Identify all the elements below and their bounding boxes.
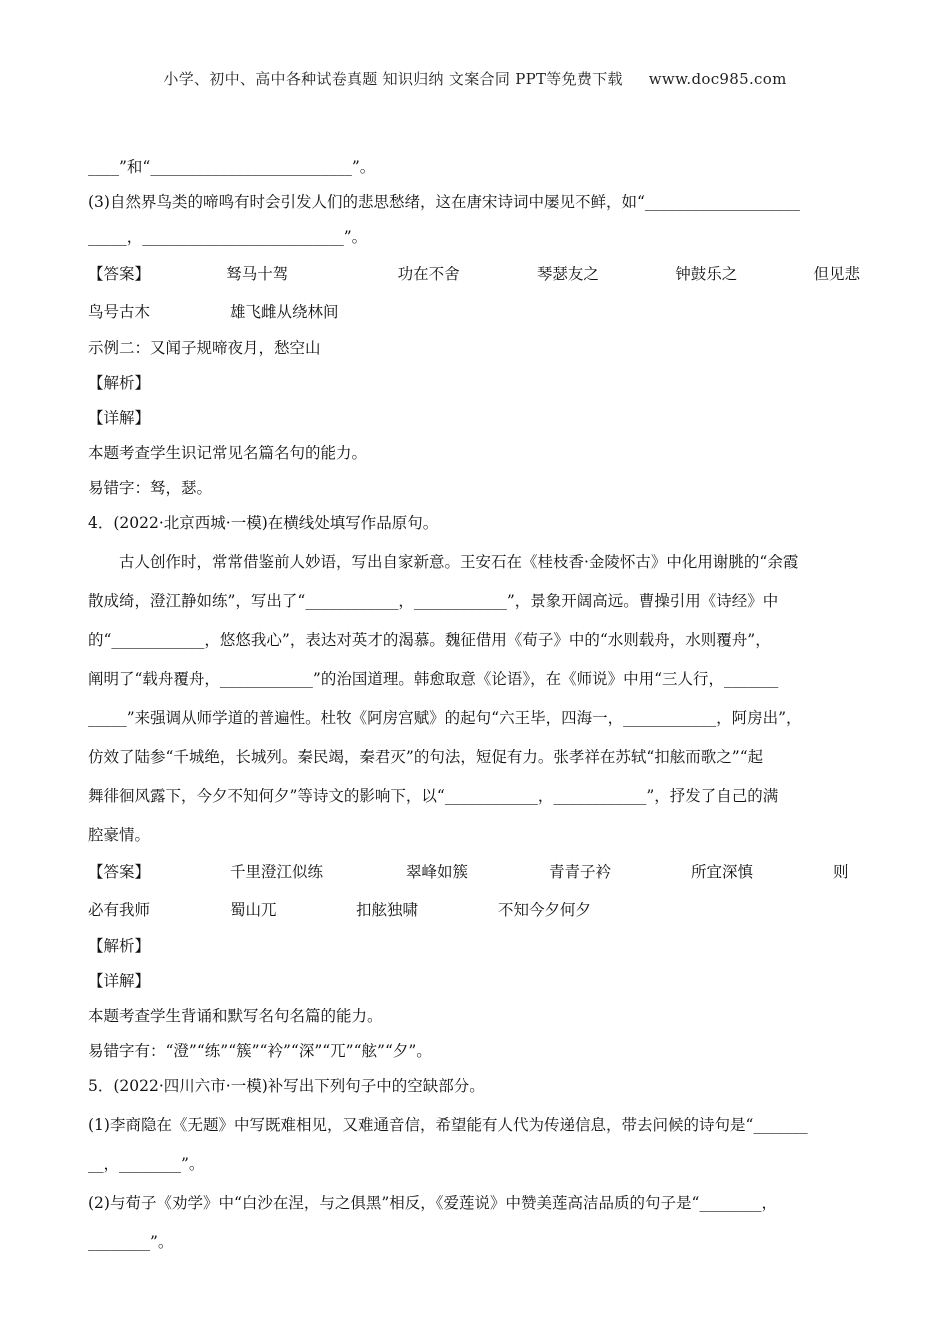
q4-paragraph-line: 阐明了“载舟覆舟，____________”的治国道理。韩愈取意《论语》，在《师说》中用“三人行，_______ — [88, 670, 779, 688]
q5-sentence-1b: __，________”。 — [88, 1155, 205, 1173]
q4-paragraph-line: _____”来强调从师学道的普遍性。杜牧《阿房宫赋》的起句“六王毕，四海一，____________，阿房出”， — [88, 709, 802, 727]
answer-item: 鸟号古木 — [88, 303, 151, 321]
q5-sentence-2b: ________”。 — [88, 1233, 174, 1251]
answer-item: 琴瑟友之 — [536, 265, 599, 283]
q4-errors: 易错字有：“澄”“练”“簇”“衿”“深”“兀”“舷”“夕”。 — [88, 1042, 432, 1060]
q4-paragraph-line: 散成绮，澄江静如练”，写出了“____________，____________”，景象开阔高远。曹操引用《诗经》中 — [88, 592, 779, 610]
header-text: 小学、初中、高中各种试卷真题 知识归纳 文案合同 PPT等免费下载 — [163, 70, 623, 88]
answer-item: 扣舷独啸 — [356, 901, 419, 919]
q4-title: 4．(2022·北京西城·一模)在横线处填写作品原句。 — [88, 514, 439, 532]
answer-item: 功在不舍 — [397, 265, 460, 283]
answer-item: 必有我师 — [88, 901, 151, 919]
q5-title: 5．(2022·四川六市·一模)补写出下列句子中的空缺部分。 — [88, 1077, 485, 1095]
q3-example: 示例二：又闻子规啼夜月，愁空山 — [88, 339, 321, 357]
page-header — [0, 68, 950, 89]
answer-item: 驽马十驾 — [226, 265, 289, 283]
answer-item: 千里澄江似练 — [230, 863, 324, 881]
q4-analysis-label: 【解析】 — [88, 937, 151, 955]
q4-paragraph-line: 仿效了陆参“千城绝，长城列。秦民竭，秦君灭”的句法，短促有力。张孝祥在苏轼“扣舷而歌之”“起 — [88, 748, 764, 766]
answer-item: 钟鼓乐之 — [675, 265, 738, 283]
answer-item: 则 — [833, 863, 849, 881]
answer-item: 翠峰如簇 — [406, 863, 469, 881]
answer-item: 雄飞雌从绕林间 — [230, 303, 339, 321]
q3-answer-row-1 — [88, 255, 860, 293]
q4-answer-row-1 — [88, 853, 860, 891]
header-site-link[interactable]: www.doc985.com — [648, 70, 787, 88]
q5-sentence-2a: (2)与荀子《劝学》中“白沙在涅，与之俱黑”相反，《爱莲说》中赞美莲高洁品质的句子是“________， — [88, 1194, 777, 1212]
q4-paragraph-line: 舞徘徊风露下，今夕不知何夕”等诗文的影响下，以“____________，____________”，抒发了自己的满 — [88, 787, 779, 805]
document-body — [88, 150, 860, 1260]
answer-item: 蜀山兀 — [230, 901, 277, 919]
q4-paragraph-line: 腔豪情。 — [88, 826, 151, 844]
q4-answer-row-2 — [88, 891, 860, 929]
q3-explain: 本题考查学生识记常见名篇名句的能力。 — [88, 444, 368, 462]
answer-label: 【答案】 — [88, 863, 151, 881]
q4-explain: 本题考查学生背诵和默写名句名篇的能力。 — [88, 1007, 383, 1025]
q3-detail-label: 【详解】 — [88, 409, 151, 427]
answer-item: 但见悲 — [813, 265, 860, 283]
answer-item: 不知今夕何夕 — [498, 901, 592, 919]
q4-paragraph-line: 的“____________，悠悠我心”，表达对英才的渴慕。魏征借用《荀子》中的“水则载舟，水则覆舟”， — [88, 631, 771, 649]
q4-paragraph-line: 古人创作时，常常借鉴前人妙语，写出自家新意。王安石在《桂枝香·金陵怀古》中化用谢朓的“余霞 — [119, 553, 799, 571]
q3-answer-row-2 — [88, 293, 860, 331]
q5-sentence-1a: (1)李商隐在《无题》中写既难相见，又难通音信，希望能有人代为传递信息，带去问候的诗句是“_______ — [88, 1116, 808, 1134]
answer-item: 所宜深慎 — [691, 863, 754, 881]
q4-detail-label: 【详解】 — [88, 972, 151, 990]
q3-line-1: ____”和“__________________________”。 — [88, 158, 376, 176]
q3-line-2: (3)自然界鸟类的啼鸣有时会引发人们的悲思愁绪，这在唐宋诗词中屡见不鲜，如“____________________ — [88, 193, 800, 211]
q3-line-3: _____，__________________________”。 — [88, 228, 368, 246]
q3-analysis-label: 【解析】 — [88, 374, 151, 392]
q3-errors: 易错字：驽，瑟。 — [88, 479, 213, 497]
answer-item: 青青子衿 — [549, 863, 612, 881]
answer-label: 【答案】 — [88, 265, 151, 283]
